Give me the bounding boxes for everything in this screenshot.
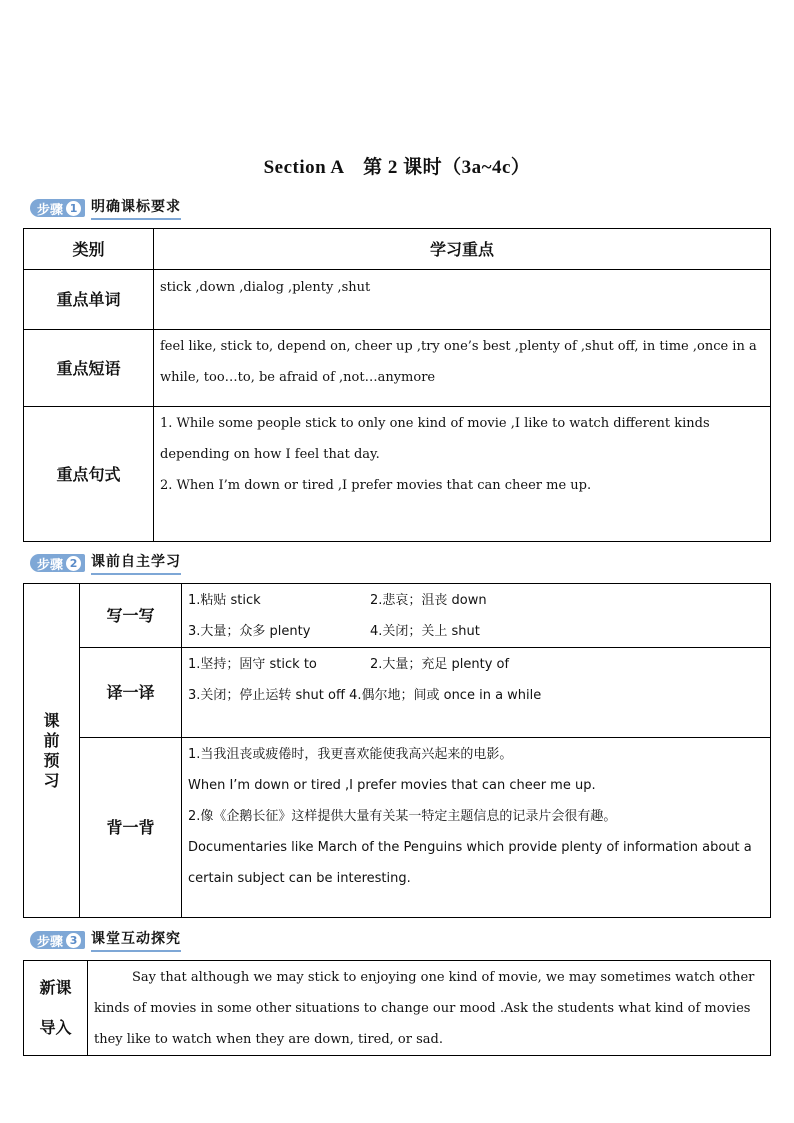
page-title: Section A 第 2 课时（3a~4c） [263, 157, 531, 178]
header-category: 类别 [24, 229, 154, 270]
content-line: while, too…to, be afraid of ,not…anymore [160, 370, 436, 385]
table-row [24, 648, 771, 738]
row-label-translate: 译一译 [80, 648, 182, 738]
step-1-label: 明确课标要求 [91, 196, 181, 220]
step-3-label: 课堂互动探究 [91, 928, 181, 952]
step-3-heading [30, 929, 181, 951]
row-label-phrases: 重点短语 [24, 330, 154, 407]
table-row [24, 270, 771, 330]
table-row [24, 229, 771, 270]
content-line: 2.像《企鹅长征》这样提供大量有关某一特定主题信息的记录片会很有趣。 [188, 809, 617, 824]
step-2-number: 2 [66, 556, 81, 571]
content-line: 1. While some people stick to only one kind of movie ,I like to watch different kinds [160, 416, 710, 431]
step-2-heading [30, 552, 181, 574]
table-row [24, 584, 771, 648]
classroom-interaction-table [23, 960, 771, 1056]
content-line: When I’m down or tired ,I prefer movies that can cheer me up. [188, 778, 596, 793]
content-line: 2. When I’m down or tired ,I prefer movies that can cheer me up. [160, 478, 592, 493]
row-label-recite: 背一背 [80, 738, 182, 918]
content-line: feel like, stick to, depend on, cheer up ,try one’s best ,plenty of ,shut off, in time ,once in a [160, 339, 757, 354]
table-row [24, 330, 771, 407]
preview-study-table [23, 583, 771, 918]
item: 1.粘贴 stick [188, 593, 261, 608]
row-label-words: 重点单词 [24, 270, 154, 330]
row-content-recite [182, 738, 771, 918]
step-1-number: 1 [66, 201, 81, 216]
new-lesson-label [24, 961, 88, 1056]
content-line [188, 585, 764, 616]
preview-side-text: 课前预习 [43, 710, 60, 790]
step-3-number: 3 [66, 933, 81, 948]
content-line: 1.当我沮丧或疲倦时，我更喜欢能使我高兴起来的电影。 [188, 747, 513, 762]
content-line: depending on how I feel that day. [160, 447, 380, 462]
item: 2.大量；充足 plenty of [370, 657, 510, 672]
step-3-badge [30, 931, 85, 949]
item: 4.偶尔地；间或 once in a while [349, 688, 542, 703]
new-lesson-label-line: 导入 [39, 1018, 72, 1037]
header-focus: 学习重点 [154, 229, 771, 270]
preview-side-label [24, 584, 80, 918]
step-1-heading [30, 197, 181, 219]
step-1-badge-text: 步骤 [37, 202, 64, 218]
step-2-badge [30, 554, 85, 572]
content-line: stick ,down ,dialog ,plenty ,shut [160, 280, 371, 295]
content-line [188, 649, 764, 680]
new-lesson-content [88, 961, 771, 1056]
content-line: certain subject can be interesting. [188, 871, 411, 886]
content-line: they like to watch when they are down, tired, or sad. [94, 1032, 443, 1047]
step-2-label: 课前自主学习 [91, 551, 181, 575]
item: 1.坚持；固守 stick to [188, 657, 317, 672]
step-3-badge-text: 步骤 [37, 934, 64, 950]
step-2-badge-text: 步骤 [37, 557, 64, 573]
item: 4.关闭；关上 shut [370, 624, 480, 639]
row-content-sentences [154, 407, 771, 542]
row-label-sentences: 重点句式 [24, 407, 154, 542]
new-lesson-label-line: 新课 [39, 978, 72, 997]
row-content-write [182, 584, 771, 648]
table-row [24, 738, 771, 918]
row-content-words [154, 270, 771, 330]
content-line: Documentaries like March of the Penguins which provide plenty of information about a [188, 840, 752, 855]
content-line: kinds of movies in some other situations to change our mood .Ask the students what kind of movies [94, 1001, 751, 1016]
content-line [188, 616, 764, 647]
item: 2.悲哀；沮丧 down [370, 593, 487, 608]
step-1-badge [30, 199, 85, 217]
table-row [24, 407, 771, 542]
row-label-write: 写一写 [80, 584, 182, 648]
table-row [24, 961, 771, 1056]
course-requirements-table [23, 228, 771, 542]
row-content-phrases [154, 330, 771, 407]
item: 3.关闭；停止运转 shut off [188, 688, 345, 703]
item: 3.大量；众多 plenty [188, 624, 311, 639]
content-line [188, 680, 764, 711]
row-content-translate [182, 648, 771, 738]
content-line: Say that although we may stick to enjoying one kind of movie, we may sometimes watch other [132, 970, 755, 985]
